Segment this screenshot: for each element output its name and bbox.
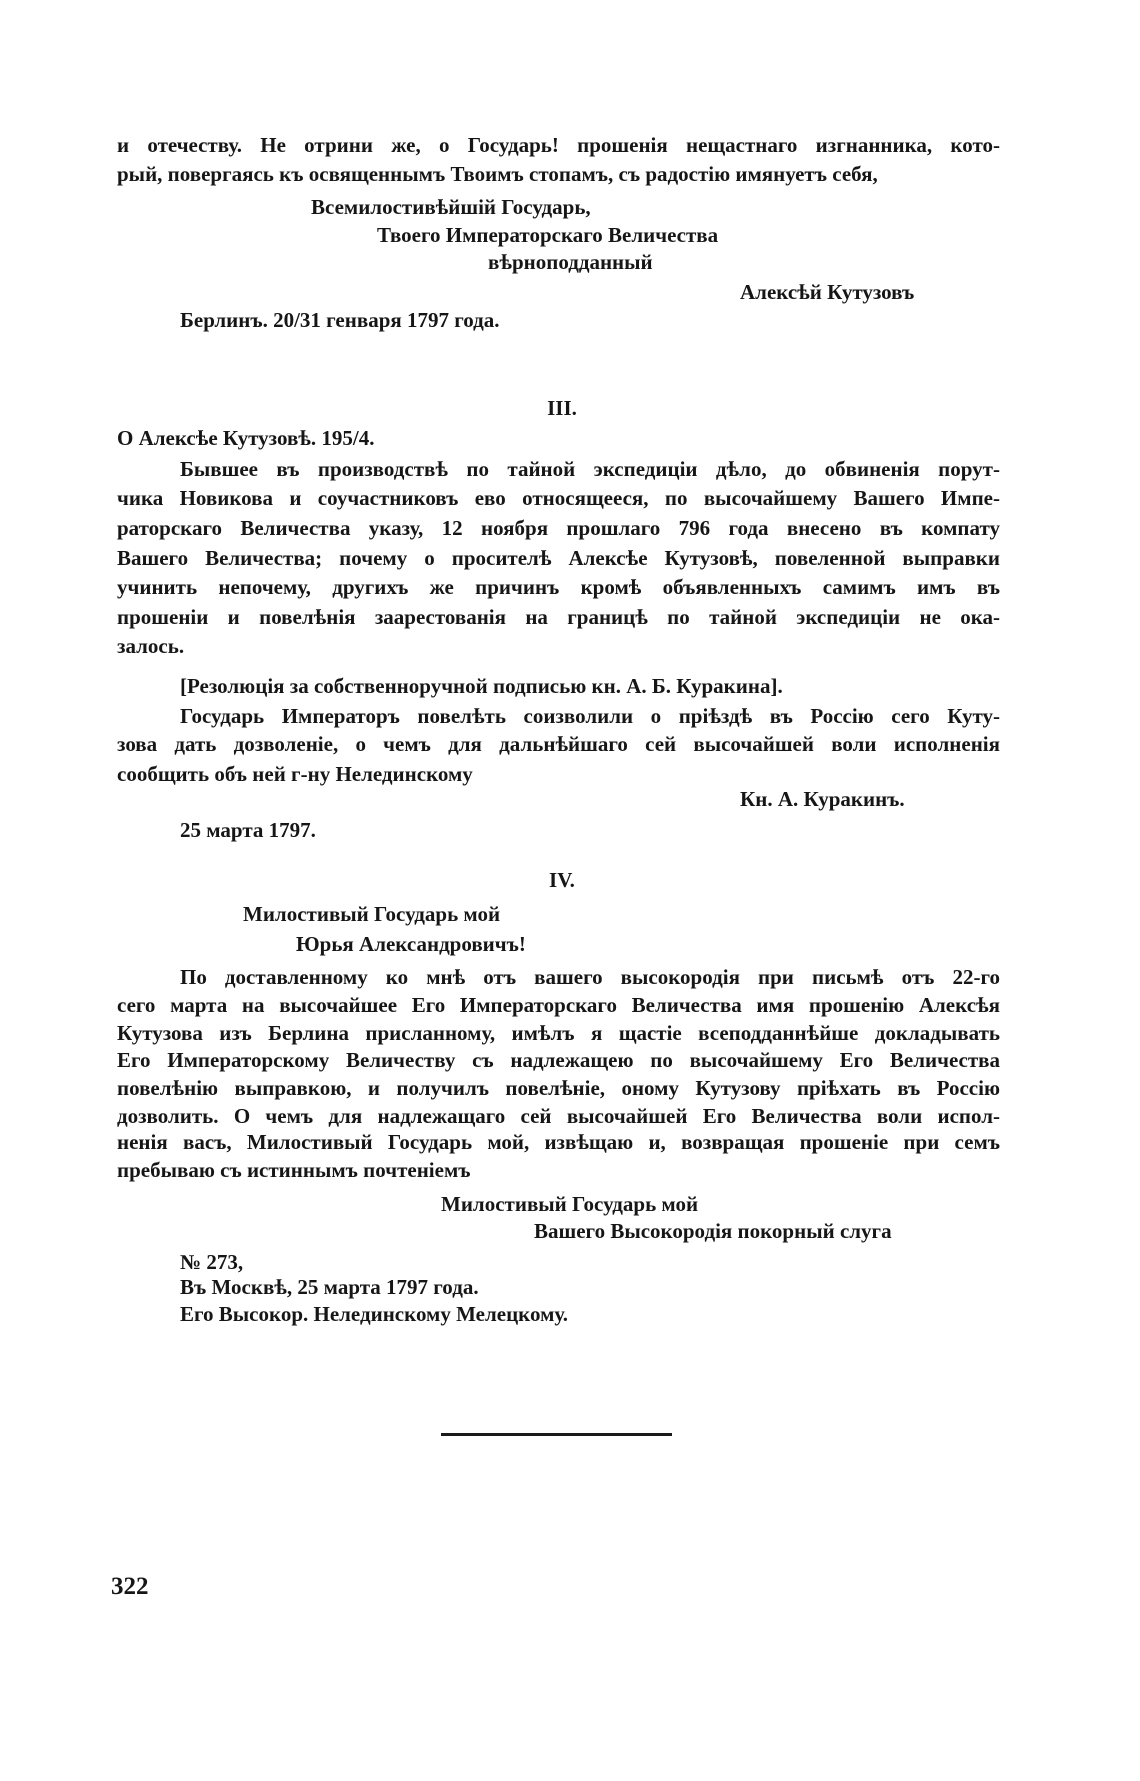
salutation: Юрья Александровичъ! xyxy=(296,932,526,956)
body-line: сего марта на высочайшее Его Императорскаго Величества имя прошенію Алексѣя xyxy=(117,993,1000,1017)
body-line: рый, повергаясь къ освященнымъ Твоимъ стопамъ, съ радостію имянуетъ себя, xyxy=(117,162,878,186)
footer-line: Его Высокор. Нелединскому Мелецкому. xyxy=(180,1302,569,1326)
body-line: Вашего Величества; почему о просителѣ Алексѣе Кутузовѣ, повеленной выправки xyxy=(117,546,1000,570)
body-line: Бывшее въ производствѣ по тайной экспедиціи дѣло, до обвиненія порут- xyxy=(180,457,1000,481)
page-number: 322 xyxy=(111,1573,149,1600)
footer-line: Въ Москвѣ, 25 марта 1797 года. xyxy=(180,1275,479,1299)
section-numeral: IV. xyxy=(549,868,575,892)
body-line: чика Новикова и соучастниковъ ево относящееся, по высочайшему Вашего Импе- xyxy=(117,486,1000,510)
date: 25 марта 1797. xyxy=(180,818,316,842)
body-line: сообщить объ ней г-ну Нелединскому xyxy=(117,762,473,786)
body-line: повелѣнію выправкою, и получилъ повелѣніе, оному Кутузову пріѣхать въ Россію xyxy=(117,1076,1000,1100)
salutation: Милостивый Государь мой xyxy=(243,902,501,926)
closing-line: Вашего Высокородія покорный слуга xyxy=(534,1219,892,1243)
closing-line: Твоего Императорскаго Величества xyxy=(377,223,719,247)
resolution-note: [Резолюція за собственноручной подписью кн. А. Б. Куракина]. xyxy=(180,674,783,698)
closing-line: Милостивый Государь мой xyxy=(441,1192,699,1216)
signature: Кн. А. Куракинъ. xyxy=(740,787,905,811)
body-line: Кутузова изъ Берлина присланному, имѣлъ я щастіе всеподданнѣйше докладывать xyxy=(117,1021,1000,1045)
body-line: дозволить. О чемъ для надлежащаго сей высочайшей Его Величества воли испол- xyxy=(117,1104,1000,1128)
footer-line: № 273, xyxy=(180,1250,244,1274)
body-line: Его Императорскому Величеству съ надлежащею по высочайшему Его Величества xyxy=(117,1048,1000,1072)
body-line: По доставленному ко мнѣ отъ вашего высокородія при письмѣ отъ 22-го xyxy=(180,965,1000,989)
body-line: зова дать дозволеніе, о чемъ для дальнѣйшаго сей высочайшей воли исполненія xyxy=(117,732,1000,756)
body-line: ненія васъ, Милостивый Государь мой, извѣщаю и, возвращая прошеніе при семъ xyxy=(117,1130,1000,1154)
closing-line: вѣрноподданный xyxy=(488,250,653,274)
section-numeral: III. xyxy=(547,396,577,420)
section-divider xyxy=(441,1433,672,1436)
body-line: раторскаго Величества указу, 12 ноября прошлаго 796 года внесено въ компату xyxy=(117,516,1000,540)
body-line: Государь Императоръ повелѣть соизволили о пріѣздѣ въ Россію сего Куту- xyxy=(180,704,1000,728)
body-line: пребываю съ истиннымъ почтеніемъ xyxy=(117,1158,471,1182)
body-line: учинить непочему, другихъ же причинъ кромѣ объявленныхъ самимъ имъ въ xyxy=(117,575,1000,599)
body-line: залось. xyxy=(117,634,185,658)
signature: Алексѣй Кутузовъ xyxy=(740,280,915,304)
place-date: Берлинъ. 20/31 генваря 1797 года. xyxy=(180,308,500,332)
body-line: и отечеству. Не отрини же, о Государь! прошенія нещастнаго изгнанника, кото- xyxy=(117,133,1000,157)
body-line: прошеніи и повелѣнія заарестованія на границѣ по тайной экспедиціи не ока- xyxy=(117,605,1000,629)
closing-line: Всемилостивѣйшій Государь, xyxy=(311,195,591,219)
section-heading: О Алексѣе Кутузовѣ. 195/4. xyxy=(117,426,375,450)
